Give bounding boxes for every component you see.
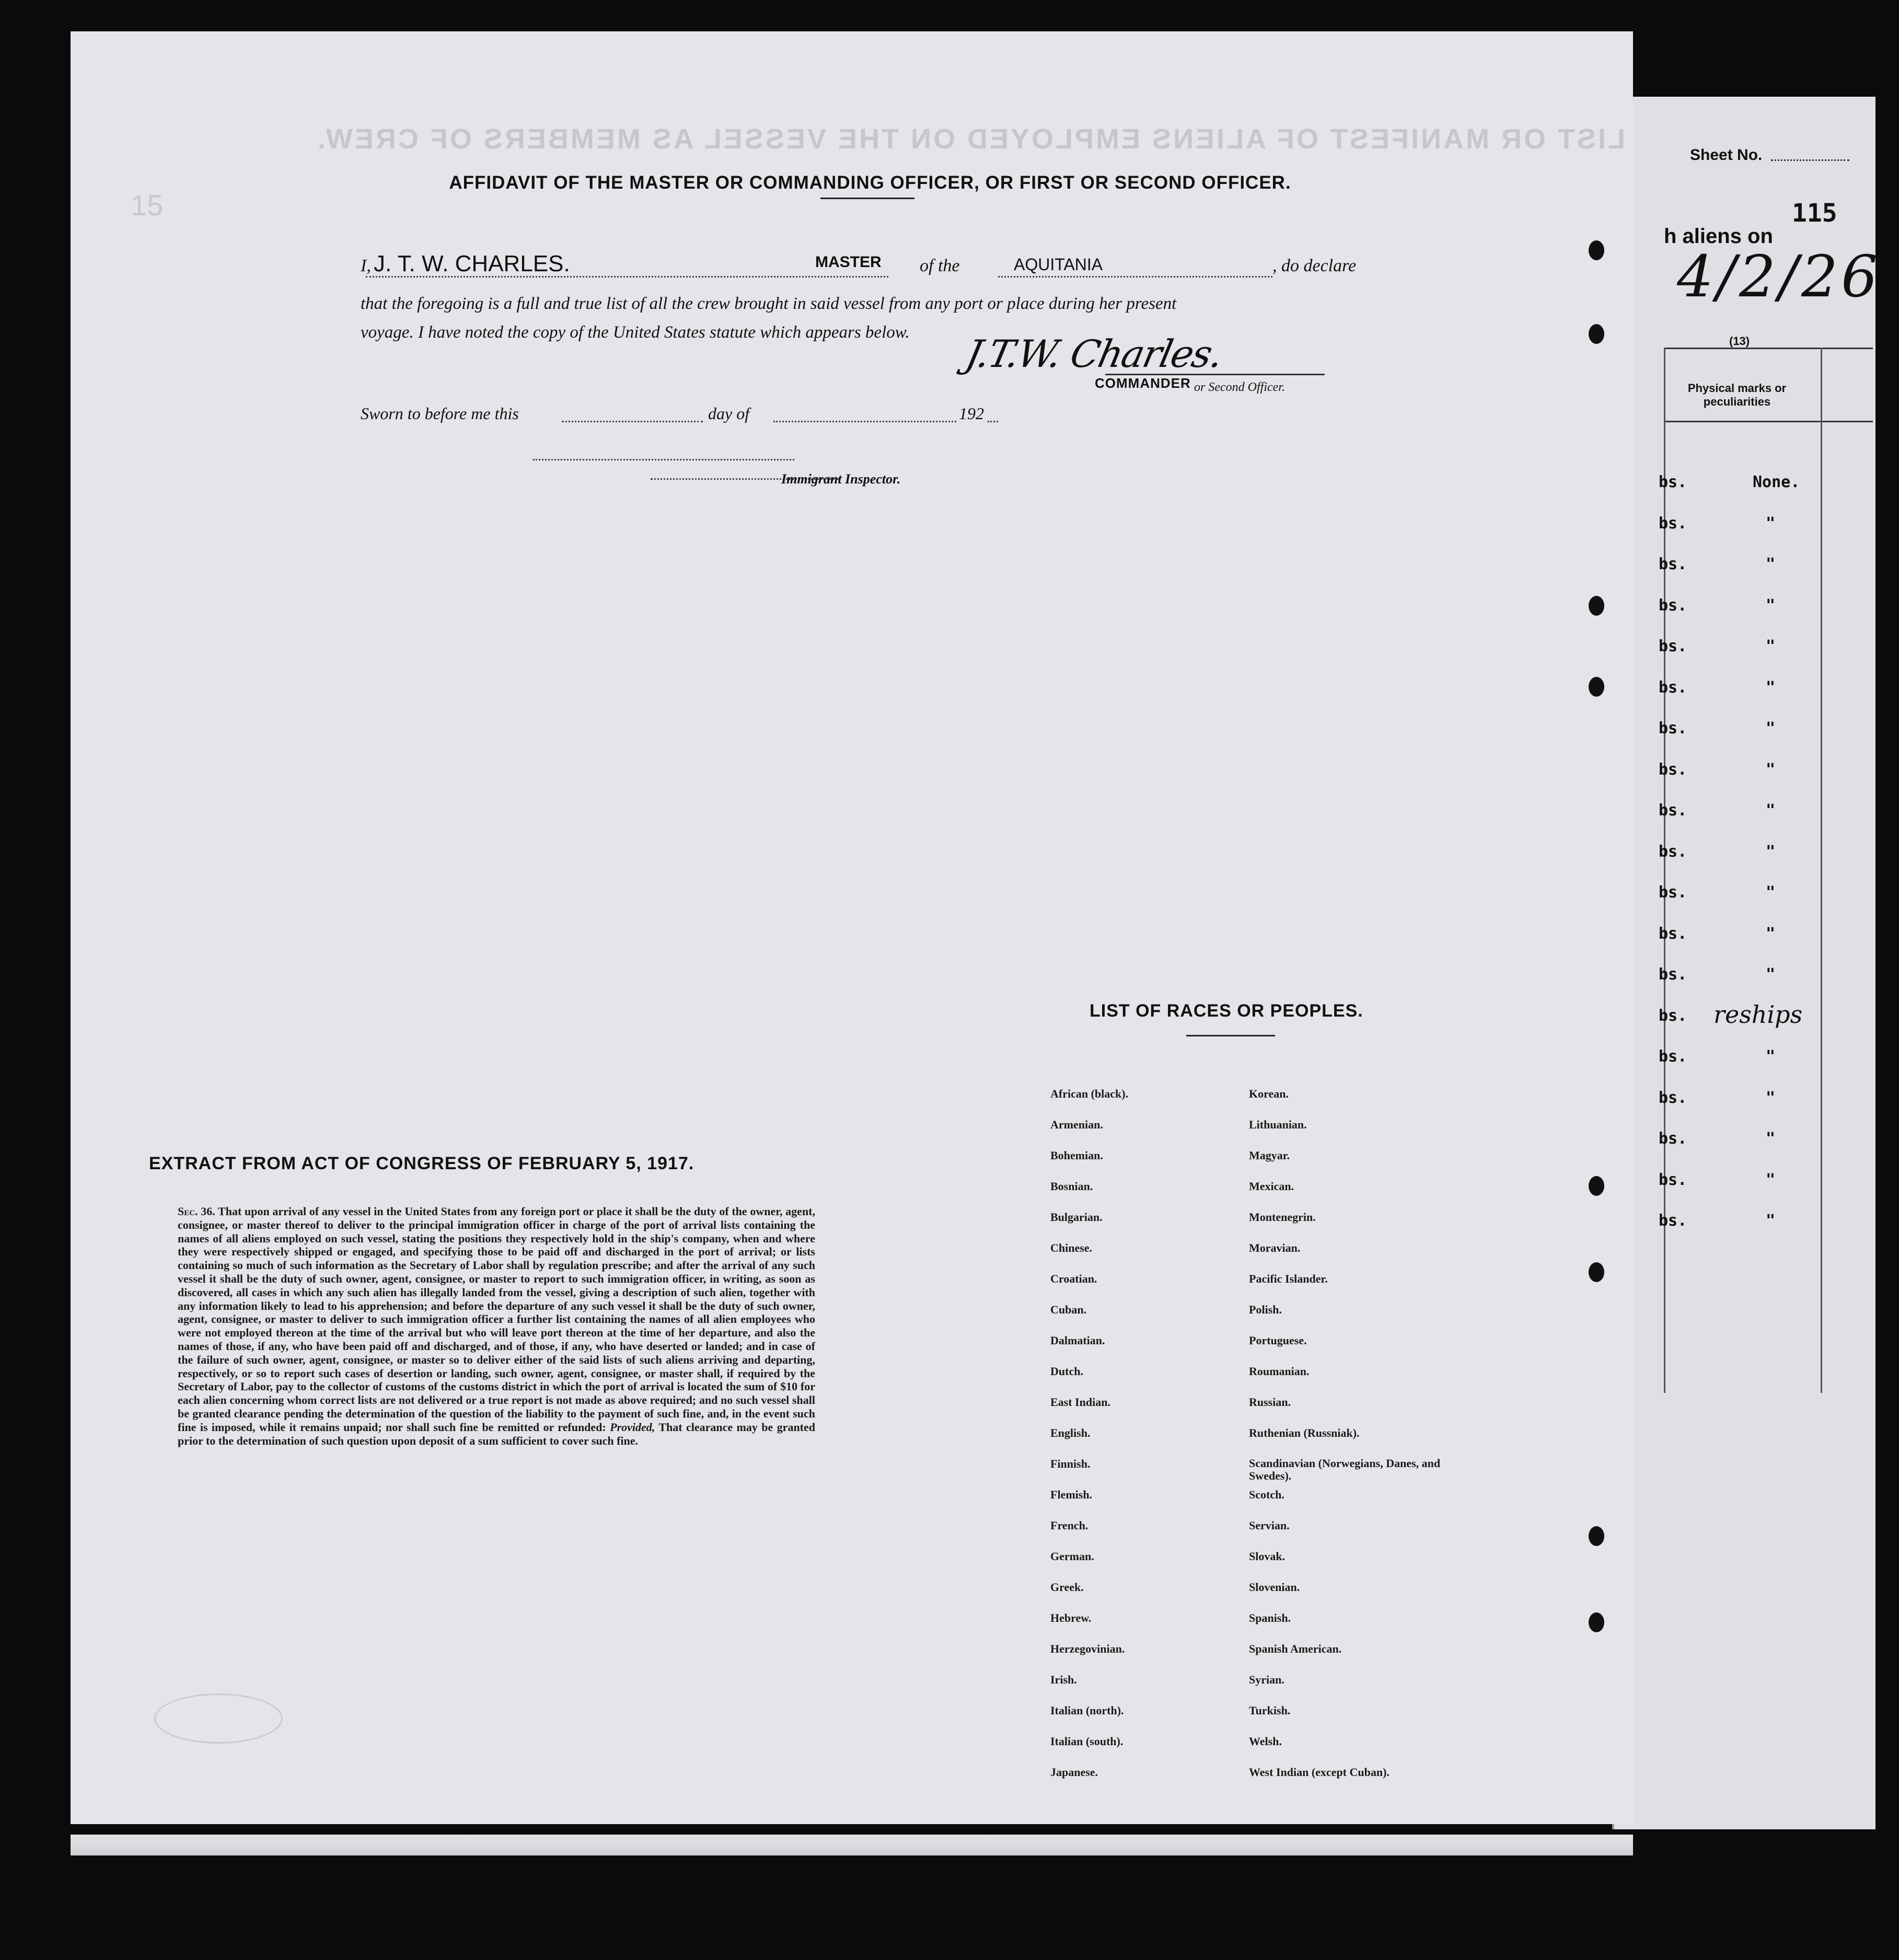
physical-mark: " xyxy=(1766,596,1776,615)
weight-unit: bs. xyxy=(1659,596,1687,615)
sheet-no-line xyxy=(1771,159,1849,161)
race-item: Bulgarian. xyxy=(1050,1210,1103,1224)
physical-mark: " xyxy=(1766,637,1776,655)
race-item: Scotch. xyxy=(1249,1488,1284,1501)
binder-hole xyxy=(1589,1526,1604,1546)
physical-mark: " xyxy=(1766,1212,1776,1230)
physical-mark: " xyxy=(1766,965,1776,984)
physical-mark: " xyxy=(1766,1088,1776,1107)
signer-role: or Second Officer. xyxy=(1194,381,1285,394)
race-item: Slovenian. xyxy=(1249,1581,1300,1594)
proviso-text: That clearance may be granted prior to the determination of such question upon deposit of a sum sufficient to cover such fine. xyxy=(178,1420,816,1447)
race-item: Japanese. xyxy=(1050,1766,1098,1779)
bleed-through-page-number: 15 xyxy=(131,189,164,222)
weight-unit: bs. xyxy=(1659,1170,1687,1189)
race-item: Irish. xyxy=(1050,1673,1077,1686)
races-left-column xyxy=(1050,1087,1207,1796)
weight-unit: bs. xyxy=(1659,760,1687,779)
day-of-label: day of xyxy=(708,404,750,423)
races-right-column xyxy=(1249,1087,1458,1796)
proviso-word: Provided, xyxy=(610,1420,655,1434)
physical-mark: " xyxy=(1766,1129,1776,1148)
race-item: Dalmatian. xyxy=(1050,1334,1105,1347)
weight-unit: bs. xyxy=(1659,924,1687,943)
affidavit-line-3: voyage. I have noted the copy of the United States statute which appears below. xyxy=(361,323,910,342)
physical-mark: reships xyxy=(1713,1000,1803,1029)
race-item: Scandinavian (Norwegians, Danes, and Swedes). xyxy=(1249,1457,1441,1482)
race-item: West Indian (except Cuban). xyxy=(1249,1766,1389,1779)
race-item: African (black). xyxy=(1050,1087,1129,1100)
binder-hole xyxy=(1589,324,1604,344)
race-item: Hebrew. xyxy=(1050,1611,1092,1624)
immigrant-inspector-label: Immigrant Inspector. xyxy=(781,471,901,487)
weight-unit: bs. xyxy=(1659,637,1687,655)
master-title-stamp: MASTER xyxy=(815,253,882,271)
race-item: Korean. xyxy=(1249,1087,1289,1100)
physical-mark: " xyxy=(1766,883,1776,902)
race-item: Russian. xyxy=(1249,1396,1291,1409)
physical-mark: " xyxy=(1766,1047,1776,1066)
weight-unit: bs. xyxy=(1659,555,1687,573)
weight-unit: bs. xyxy=(1659,514,1687,533)
weight-unit: bs. xyxy=(1659,473,1687,491)
race-item: Italian (north). xyxy=(1050,1704,1124,1717)
races-rule xyxy=(1186,1035,1275,1036)
race-item: Cuban. xyxy=(1050,1303,1087,1316)
binder-hole xyxy=(1589,1176,1604,1196)
physical-mark: None. xyxy=(1753,473,1800,491)
weight-unit: bs. xyxy=(1659,842,1687,861)
race-item: Armenian. xyxy=(1050,1118,1103,1131)
master-name: J. T. W. CHARLES. xyxy=(374,251,570,276)
aliens-on-label: h aliens on xyxy=(1664,225,1773,248)
race-item: Syrian. xyxy=(1249,1673,1284,1686)
race-item: Magyar. xyxy=(1249,1149,1290,1162)
weight-unit: bs. xyxy=(1659,1088,1687,1107)
weight-unit: bs. xyxy=(1659,801,1687,820)
physical-mark: " xyxy=(1766,555,1776,573)
race-item: Slovak. xyxy=(1249,1550,1286,1563)
race-item: Ruthenian (Russniak). xyxy=(1249,1426,1360,1439)
sheet-number: 115 xyxy=(1792,199,1837,228)
name-dotted-line xyxy=(366,276,888,278)
race-item: Dutch. xyxy=(1050,1365,1083,1378)
column-header: Physical marks or peculiarities xyxy=(1687,382,1787,408)
binder-hole xyxy=(1589,1612,1604,1632)
physical-mark: " xyxy=(1766,924,1776,943)
extract-title: EXTRACT FROM ACT OF CONGRESS OF FEBRUARY 5, 1917. xyxy=(149,1154,694,1173)
weight-unit: bs. xyxy=(1659,678,1687,697)
race-item: Welsh. xyxy=(1249,1735,1282,1748)
weight-unit: bs. xyxy=(1659,965,1687,984)
handwritten-date: 4/2/26 xyxy=(1677,243,1881,310)
year-dotted-line xyxy=(988,421,998,422)
of-the-label: of the xyxy=(920,256,960,275)
race-item: Finnish. xyxy=(1050,1457,1091,1470)
physical-mark: " xyxy=(1766,678,1776,697)
weight-unit: bs. xyxy=(1659,1129,1687,1148)
physical-mark: " xyxy=(1766,801,1776,820)
bleed-through-title: LIST OR MANIFEST OF ALIENS EMPLOYED ON THE VESSEL AS MEMBERS OF CREW. xyxy=(315,123,1625,155)
weight-unit: bs. xyxy=(1659,719,1687,737)
affidavit-title: AFFIDAVIT OF THE MASTER OR COMMANDING OFFICER, OR FIRST OR SECOND OFFICER. xyxy=(449,172,1291,193)
extract-body xyxy=(178,1205,815,1447)
column-number: (13) xyxy=(1729,335,1750,348)
faint-stamp xyxy=(154,1693,283,1744)
race-item: Chinese. xyxy=(1050,1241,1093,1254)
binder-hole xyxy=(1589,240,1604,260)
section-label: Sec. 36. xyxy=(178,1205,215,1218)
race-item: Italian (south). xyxy=(1050,1735,1124,1748)
race-item: French. xyxy=(1050,1519,1089,1532)
column-line-left xyxy=(1664,348,1665,1393)
race-item: Moravian. xyxy=(1249,1241,1301,1254)
title-rule xyxy=(820,198,914,199)
physical-mark: " xyxy=(1766,514,1776,533)
physical-mark: " xyxy=(1766,842,1776,861)
race-item: Portuguese. xyxy=(1249,1334,1307,1347)
month-dotted-line xyxy=(773,421,956,422)
race-item: Bosnian. xyxy=(1050,1180,1093,1193)
race-item: Herzegovinian. xyxy=(1050,1642,1125,1655)
commander-stamp: COMMANDER xyxy=(1095,375,1191,391)
binder-hole xyxy=(1589,1262,1604,1282)
races-title: LIST OF RACES OR PEOPLES. xyxy=(1090,1001,1363,1021)
race-item: Mexican. xyxy=(1249,1180,1294,1193)
inspector-line-upper xyxy=(533,459,794,460)
binder-hole xyxy=(1589,596,1604,616)
race-item: German. xyxy=(1050,1550,1094,1563)
extract-text: That upon arrival of any vessel in the United States from any foreign port or place it shall be the duty of the owner, agent, consignee, or master thereof to deliver to the principal immigration officer in charge of the port of arrival lists containing the names of all aliens employed on such vessel, stating the positions they respectively hold in the ship's company, when and where they were respectively shipped or engaged, and specifying those to be paid off and discharged in the port of arrival; or lists containing so much of such information as the Secretary of Labor shall by regulation prescribe; and after the arrival of any such vessel it shall be the duty of such owner, agent, consignee, or master to report to such immigration officer, in writing, as soon as discovered, all cases in which any such alien has illegally landed from the vessel, giving a description of such alien, together with any information likely to lead to his apprehension; and before the departure of any such vessel it shall be the duty of such owner, agent, consignee, or master to deliver to such immigration officer a further list containing the names of all alien employees who were not employed thereon at the time of the arrival but who will leave port thereon at the time of her departure, and also the names of those, if any, who have been paid off and discharged, and of those, if any, who have deserted or landed; and in case of the failure of such owner, agent, consignee, or master so to deliver either of the said lists of such aliens arriving and departing, respectively, or so to report such cases of desertion or landing, such owner, agent, consignee, or master shall, if required by the Secretary of Labor, pay to the collector of customs of the customs district in which the port of arrival is located the sum of $10 for each alien concerning whom correct lists are not delivered or a true report is not made as above required; and no such vessel shall be granted clearance pending the determination of the question of the liability to the payment of such fine, and, in the event such fine is imposed, while it remains unpaid; nor shall such fine be remitted or refunded: xyxy=(178,1205,816,1434)
weight-unit: bs. xyxy=(1659,883,1687,902)
race-item: Flemish. xyxy=(1050,1488,1093,1501)
affidavit-line-2: that the foregoing is a full and true list of all the crew brought in said vessel from any port or place during her present xyxy=(361,294,1177,313)
race-item: Spanish American. xyxy=(1249,1642,1342,1655)
race-item: Polish. xyxy=(1249,1303,1282,1316)
race-item: Bohemian. xyxy=(1050,1149,1103,1162)
race-item: Turkish. xyxy=(1249,1704,1291,1717)
binder-hole xyxy=(1589,677,1604,697)
sheet-bottom-edge xyxy=(71,1835,1633,1855)
race-item: Servian. xyxy=(1249,1519,1290,1532)
column-rule-top xyxy=(1664,348,1873,349)
front-sheet xyxy=(71,31,1633,1824)
race-item: Montenegrin. xyxy=(1249,1210,1316,1224)
do-declare-label: , do declare xyxy=(1272,256,1357,275)
physical-mark: " xyxy=(1766,760,1776,779)
affidavit-prefix: I, xyxy=(361,256,371,275)
column-rule-bottom xyxy=(1664,421,1873,422)
race-item: English. xyxy=(1050,1426,1091,1439)
year-prefix: 192 xyxy=(959,404,984,423)
physical-mark: " xyxy=(1766,1170,1776,1189)
weight-unit: bs. xyxy=(1659,1212,1687,1230)
race-item: Pacific Islander. xyxy=(1249,1272,1328,1285)
race-item: East Indian. xyxy=(1050,1396,1110,1409)
race-item: Roumanian. xyxy=(1249,1365,1310,1378)
race-item: Spanish. xyxy=(1249,1611,1291,1624)
physical-mark: " xyxy=(1766,719,1776,737)
weight-unit: bs. xyxy=(1659,1047,1687,1066)
day-dotted-line xyxy=(562,421,703,422)
weight-unit: bs. xyxy=(1659,1006,1687,1025)
race-item: Croatian. xyxy=(1050,1272,1097,1285)
sworn-prefix: Sworn to before me this xyxy=(361,404,519,423)
race-item: Lithuanian. xyxy=(1249,1118,1307,1131)
race-item: Greek. xyxy=(1050,1581,1084,1594)
vessel-dotted-line xyxy=(998,276,1272,278)
sheet-no-label: Sheet No. xyxy=(1690,146,1763,164)
master-signature: J.T.W. Charles. xyxy=(962,332,1226,376)
vessel-name: AQUITANIA xyxy=(1014,255,1103,274)
column-line-right xyxy=(1821,348,1822,1393)
back-sheet xyxy=(1612,97,1881,1829)
